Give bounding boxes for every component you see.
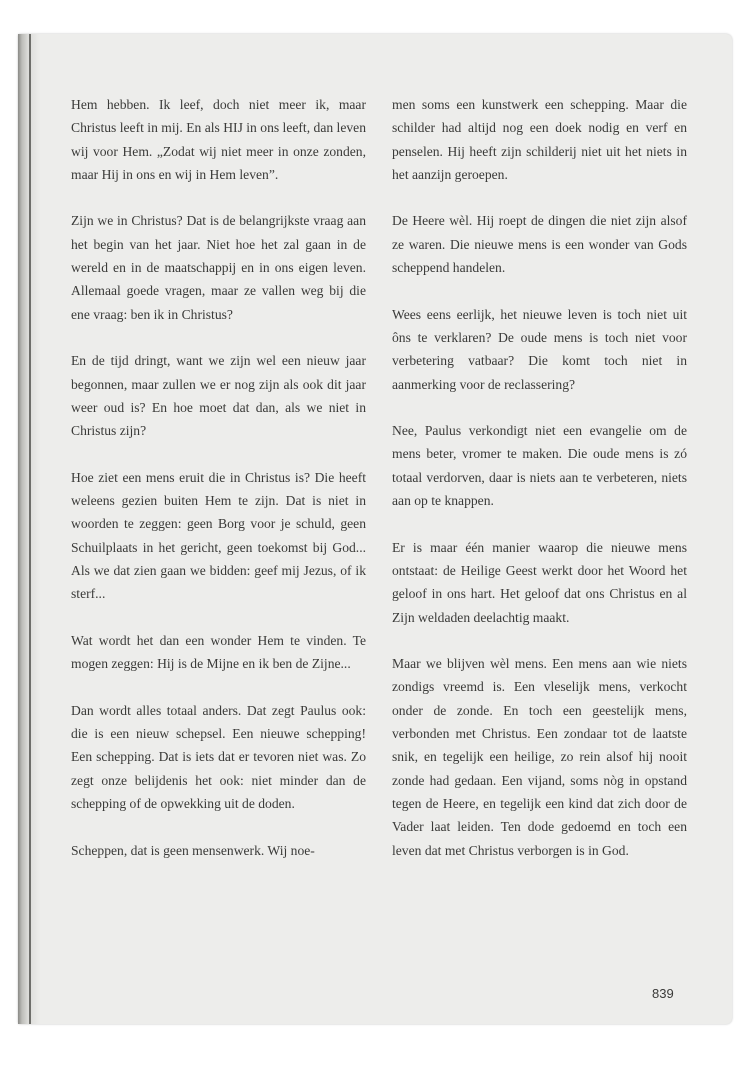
- paragraph: Maar we blijven wèl mens. Een mens aan wie niets zondigs vreemd is. Een vleselijk mens, verkocht onder de zonde. En toch een geestelijk mens, verbonden met Christus. Een zondaar tot de laatste snik, en tegelijk een heilige, zo rein alsof hij nooit zonde had gedaan. Een vijand, soms nòg in opstand tegen de Heere, en tegelijk een kind dat zich door de Vader laat leiden. Ten dode gedoemd en toch een leven dat met Christus verborgen is in God.: [392, 656, 687, 858]
- paragraph: De Heere wèl. Hij roept de dingen die niet zijn alsof ze waren. Die nieuwe mens is een wonder van Gods scheppend handelen.: [392, 213, 687, 276]
- page-number: 839: [652, 986, 674, 1001]
- paragraph: En de tijd dringt, want we zijn wel een nieuw jaar begonnen, maar zullen we er nog zijn als ook dit jaar weer oud is? En hoe moet dat dan, als we niet in Christus zijn?: [71, 353, 366, 439]
- paragraph: Wees eens eerlijk, het nieuwe leven is toch niet uit ôns te verklaren? De oude mens is toch niet voor verbetering vatbaar? Die komt toch niet in aanmerking voor de reclassering?: [392, 306, 687, 392]
- paragraph: Hem hebben. Ik leef, doch niet meer ik, maar Christus leeft in mij. En als HIJ in ons leeft, dan leven wij voor Hem. „Zodat wij niet meer in onze zonden, maar Hij in ons en wij in Hem leven”.: [71, 97, 366, 182]
- paragraph: Wat wordt het dan een wonder Hem te vinden. Te mogen zeggen: Hij is de Mijne en ik ben de Zijne...: [71, 632, 366, 672]
- paragraph: Dan wordt alles totaal anders. Dat zegt Paulus ook: die is een nieuw schepsel. Een nieuwe schepping! Een schepping. Dat is iets dat er tevoren niet was. Zo zegt onze belijdenis het ook: niet minder dan de schepping of de opwekking uit de doden.: [71, 702, 366, 811]
- paragraph: Er is maar één manier waarop die nieuwe mens ontstaat: de Heilige Geest werkt door het Woord het geloof in ons hart. Het geloof dat ons Christus en al Zijn weldaden deelachtig maakt.: [392, 539, 687, 625]
- paragraph: Scheppen, dat is geen mensenwerk. Wij noe-: [71, 842, 315, 858]
- right-column: [392, 93, 687, 862]
- paragraph: men soms een kunstwerk een schepping. Maar die schilder had altijd nog een doek nodig en verf en penselen. Hij heeft zijn schilderij niet uit het niets in het aanzijn geroepen.: [392, 97, 687, 182]
- book-spine: [29, 34, 31, 1024]
- paragraph: Hoe ziet een mens eruit die in Christus is? Die heeft weleens gezien buiten Hem te zijn. Dat is niet in woorden te zeggen: geen Borg voor je schuld, geen Schuilplaats in het gericht, geen toekomst bij God... Als we dat zien gaan we bidden: geef mij Jezus, of ik sterf...: [71, 469, 366, 602]
- paragraph: Nee, Paulus verkondigt niet een evangelie om de mens beter, vromer te maken. Die oude mens is zó totaal verdorven, daar is niets aan te verbeteren, niets aan op te knappen.: [392, 423, 687, 509]
- paragraph: Zijn we in Christus? Dat is de belangrijkste vraag aan het begin van het jaar. Niet hoe het zal gaan in de wereld en in de maatschappij en in ons eigen leven. Allemaal goede vragen, maar ze vallen weg bij die ene vraag: ben ik in Christus?: [71, 213, 366, 322]
- left-column: [71, 93, 366, 862]
